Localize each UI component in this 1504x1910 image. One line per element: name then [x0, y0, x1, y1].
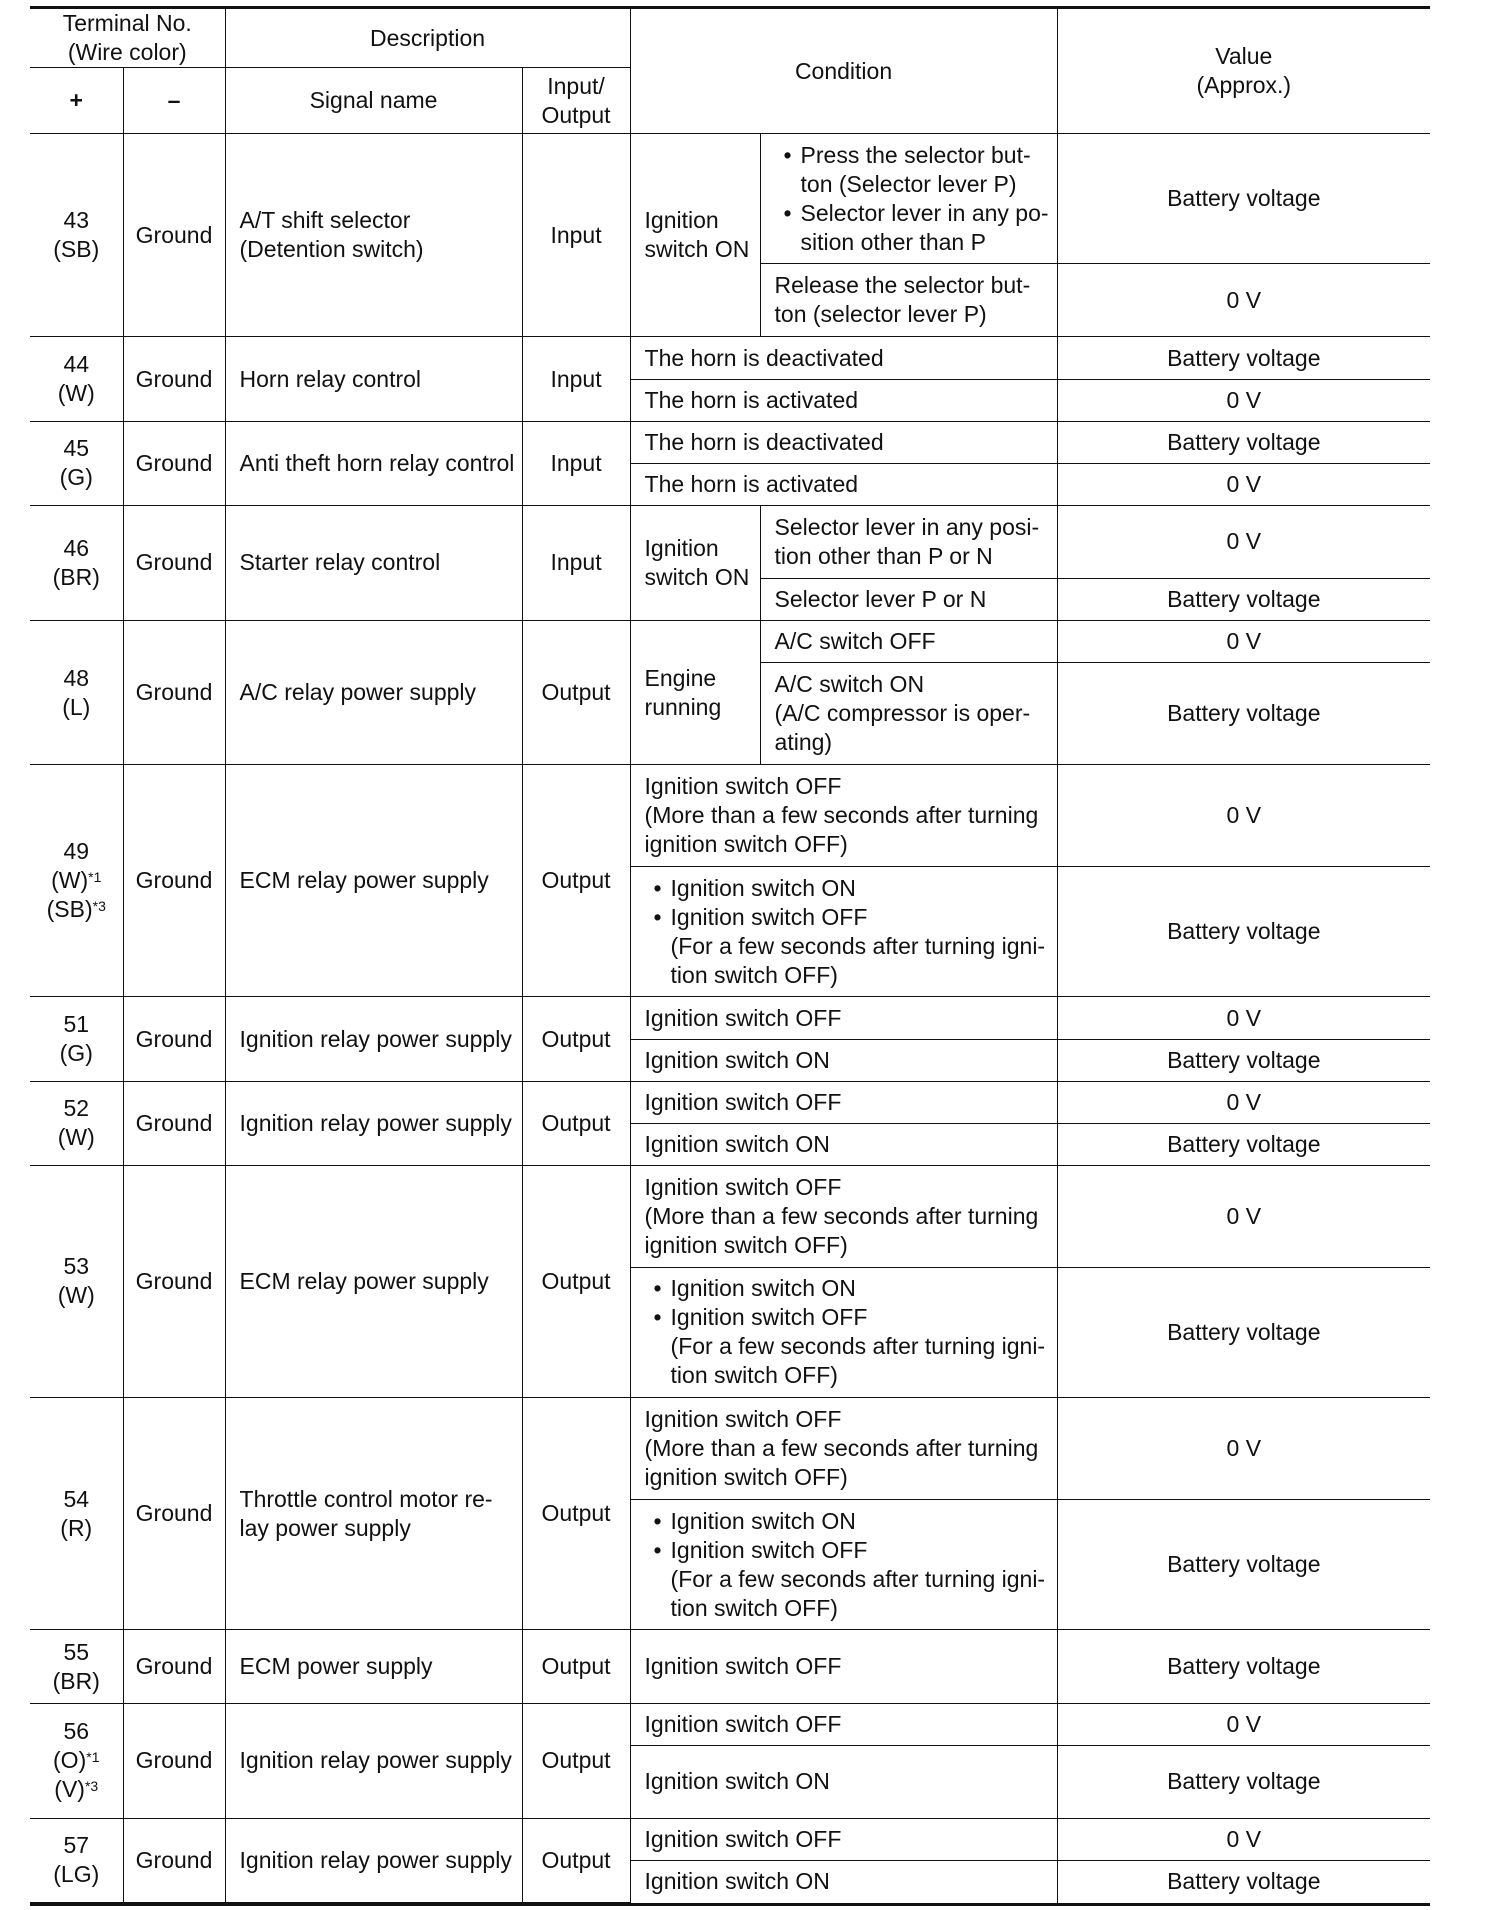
table-row — [30, 765, 1430, 867]
ground-cell: Ground — [123, 997, 225, 1081]
wire-color — [30, 1746, 123, 1775]
terminal-cell — [30, 765, 123, 997]
signal-name — [225, 1398, 522, 1630]
value-cell: Battery voltage — [1057, 1500, 1430, 1630]
ground-cell: Ground — [123, 765, 225, 997]
condition — [630, 1745, 1057, 1818]
signal-name-line: Ignition relay power supply — [239, 1109, 512, 1136]
terminal-number: 55 — [63, 1638, 90, 1665]
bullet-text: Press the selector but- — [800, 141, 1031, 168]
terminal-number: 57 — [63, 1832, 90, 1859]
bullet-item — [775, 141, 1051, 199]
table-row — [30, 1818, 1430, 1860]
value-cell: 0 V — [1057, 765, 1430, 867]
signal-name-line: Ignition relay power supply — [239, 1747, 512, 1774]
signal-name — [225, 997, 522, 1081]
signal-name — [225, 134, 522, 337]
wire-color: (W) — [57, 1282, 95, 1309]
value-cell: 0 V — [1057, 379, 1430, 421]
signal-name-line: Ignition relay power supply — [239, 1846, 512, 1873]
signal-name-line: Starter relay control — [239, 549, 441, 576]
condition-line: ignition switch OFF) — [644, 1231, 848, 1258]
footnote-mark: * — [84, 1778, 91, 1795]
table-row — [30, 1630, 1430, 1703]
terminal-cell — [30, 1703, 123, 1818]
value-cell: Battery voltage — [1057, 134, 1430, 264]
terminal-number: 43 — [63, 207, 90, 234]
ground-cell: Ground — [123, 505, 225, 620]
signal-name-line: Horn relay control — [239, 365, 422, 392]
condition-sub-line: tion switch OFF) — [670, 961, 838, 988]
value-cell: Battery voltage — [1057, 1267, 1430, 1397]
condition-line: Ignition switch OFF — [644, 1825, 842, 1852]
signal-name — [225, 337, 522, 421]
wire-color — [30, 895, 123, 924]
condition-line: tion other than P or N — [774, 542, 993, 569]
input-output: Output — [522, 997, 630, 1081]
condition-group-line: Engine — [644, 664, 717, 691]
footnote-number: 1 — [91, 1749, 100, 1766]
condition-group — [630, 505, 760, 620]
terminal-cell — [30, 505, 123, 620]
condition — [630, 1630, 1057, 1703]
wire-color: (BR) — [52, 1667, 100, 1694]
condition — [630, 997, 1057, 1039]
signal-name-line: Ignition relay power supply — [239, 1025, 512, 1052]
condition-line: The horn is activated — [644, 386, 859, 413]
signal-name — [225, 1703, 522, 1818]
condition-group-line: running — [644, 693, 722, 720]
table-row — [30, 997, 1430, 1039]
bullet-item — [645, 1507, 1051, 1536]
ground-cell: Ground — [123, 620, 225, 764]
terminal-number: 48 — [63, 664, 90, 691]
condition — [630, 1123, 1057, 1165]
input-output: Input — [522, 337, 630, 421]
condition-group-line: Ignition — [644, 207, 719, 234]
terminal-cell — [30, 1818, 123, 1902]
value-cell: Battery voltage — [1057, 421, 1430, 463]
wire-color: (SB) — [53, 236, 100, 263]
table-row — [30, 1703, 1430, 1745]
terminal-value-table — [30, 6, 1430, 1906]
value-cell: Battery voltage — [1057, 1123, 1430, 1165]
wire-color: (L) — [62, 693, 91, 720]
input-output: Output — [522, 765, 630, 997]
bullet-text: Ignition switch OFF — [670, 1304, 868, 1331]
table-row — [30, 134, 1430, 264]
signal-name-line: (Detention switch) — [239, 236, 424, 263]
wire-color-text: (W) — [51, 867, 89, 894]
value-header: Value (Approx.) — [1057, 9, 1430, 134]
condition — [630, 463, 1057, 505]
condition-line: Ignition switch OFF — [644, 1710, 842, 1737]
wire-color — [30, 866, 123, 895]
condition — [630, 1039, 1057, 1081]
footnote-ref — [93, 898, 106, 914]
value-cell: 0 V — [1057, 1165, 1430, 1267]
wire-color-text: (V) — [54, 1776, 85, 1803]
input-output: Input — [522, 421, 630, 505]
terminal-number: 51 — [63, 1011, 90, 1038]
wire-color: (W) — [57, 380, 95, 407]
bullet-text: Selector lever in any po- — [800, 199, 1049, 226]
condition-line: The horn is deactivated — [644, 344, 884, 371]
bullet-text: Ignition switch ON — [670, 1507, 856, 1534]
condition — [760, 578, 1057, 620]
condition — [630, 1818, 1057, 1860]
condition-line: ton (selector lever P) — [774, 301, 987, 328]
value-cell: 0 V — [1057, 1081, 1430, 1123]
footnote-mark: * — [86, 1749, 92, 1766]
condition — [630, 867, 1057, 997]
condition — [630, 421, 1057, 463]
value-cell: Battery voltage — [1057, 337, 1430, 379]
wire-color: (R) — [60, 1514, 93, 1541]
bullet-item — [645, 1274, 1051, 1303]
table-row — [30, 620, 1430, 662]
bullet-text: sition other than P — [800, 228, 986, 255]
condition-line: ignition switch OFF) — [644, 1464, 848, 1491]
condition-line: Ignition switch OFF — [644, 1088, 842, 1115]
condition-header: Condition — [630, 9, 1057, 134]
value-cell: Battery voltage — [1057, 1630, 1430, 1703]
bullet-text: Ignition switch OFF — [670, 903, 868, 930]
condition — [630, 1267, 1057, 1397]
table-row — [30, 505, 1430, 578]
terminal-cell — [30, 997, 123, 1081]
input-output-header: Input/ Output — [522, 68, 630, 134]
signal-name-header: Signal name — [225, 68, 522, 134]
ground-cell: Ground — [123, 421, 225, 505]
condition-line: Ignition switch OFF — [644, 1653, 842, 1679]
bullet-item — [645, 1536, 1051, 1565]
wire-color: (LG) — [53, 1861, 100, 1888]
value-cell: 0 V — [1057, 997, 1430, 1039]
wire-color-text: (O) — [53, 1747, 87, 1774]
signal-name — [225, 765, 522, 997]
condition — [630, 1703, 1057, 1745]
table-row — [30, 1165, 1430, 1267]
condition — [630, 1860, 1057, 1902]
condition-line: Release the selector but- — [774, 272, 1031, 299]
value-cell: Battery voltage — [1057, 867, 1430, 997]
value-cell: 0 V — [1057, 264, 1430, 337]
footnote-ref — [88, 869, 101, 885]
condition — [630, 379, 1057, 421]
terminal-number: 54 — [63, 1485, 90, 1512]
terminal-cell — [30, 1081, 123, 1165]
signal-name-line: ECM power supply — [239, 1653, 433, 1679]
input-output: Output — [522, 1398, 630, 1630]
terminal-number: 44 — [63, 351, 90, 378]
condition — [760, 134, 1057, 264]
bullet-text: Ignition switch ON — [670, 1275, 856, 1302]
table-row — [30, 1081, 1430, 1123]
terminal-number: 45 — [63, 435, 90, 462]
input-output: Input — [522, 134, 630, 337]
condition-sub-line: (For a few seconds after turning igni- — [670, 1565, 1046, 1592]
signal-name-line: ECM relay power supply — [239, 1267, 489, 1294]
footnote-number: 3 — [98, 898, 106, 915]
value-cell: Battery voltage — [1057, 1860, 1430, 1902]
condition — [760, 505, 1057, 578]
condition-sub-line: tion switch OFF) — [670, 1362, 838, 1389]
footnote-ref — [85, 1778, 98, 1794]
condition-sub-line: (For a few seconds after turning igni- — [670, 932, 1046, 959]
condition-line: (A/C compressor is oper- — [774, 700, 1031, 727]
bullet-item — [645, 903, 1051, 932]
signal-name — [225, 620, 522, 764]
condition — [630, 1081, 1057, 1123]
terminal-cell — [30, 337, 123, 421]
footnote-ref — [86, 1749, 99, 1765]
ground-cell: Ground — [123, 1703, 225, 1818]
value-cell: Battery voltage — [1057, 1745, 1430, 1818]
condition-line: Ignition switch OFF — [644, 773, 842, 800]
terminal-number: 46 — [63, 534, 90, 561]
ground-cell: Ground — [123, 1630, 225, 1703]
ground-cell: Ground — [123, 1818, 225, 1902]
condition-line: Ignition switch ON — [644, 1768, 830, 1795]
condition-line: A/C switch OFF — [774, 627, 936, 654]
terminal-cell — [30, 1630, 123, 1703]
ground-cell: Ground — [123, 1398, 225, 1630]
signal-name-line: ECM relay power supply — [239, 867, 489, 894]
value-cell: Battery voltage — [1057, 578, 1430, 620]
ground-cell: Ground — [123, 337, 225, 421]
input-output: Input — [522, 505, 630, 620]
input-output: Output — [522, 1630, 630, 1703]
condition-line: (More than a few seconds after turning — [644, 1435, 1039, 1462]
wire-color: (G) — [59, 464, 93, 491]
wire-color: (BR) — [52, 563, 100, 590]
terminal-number: 52 — [63, 1095, 90, 1122]
condition-group-line: Ignition — [644, 534, 719, 561]
condition — [630, 337, 1057, 379]
wire-color: (W) — [57, 1124, 95, 1151]
ground-cell: Ground — [123, 1081, 225, 1165]
value-cell: 0 V — [1057, 620, 1430, 662]
table-row — [30, 1398, 1430, 1500]
minus-header: – — [123, 68, 225, 134]
footnote-mark: * — [88, 869, 94, 886]
condition-group — [630, 620, 760, 764]
wire-color — [30, 1775, 123, 1804]
signal-name-line: lay power supply — [239, 1514, 411, 1541]
value-cell: 0 V — [1057, 1398, 1430, 1500]
condition-line: The horn is deactivated — [644, 428, 884, 455]
condition-line: ignition switch OFF) — [644, 831, 848, 858]
bullet-text: ton (Selector lever P) — [800, 170, 1017, 197]
bullet-text: Ignition switch OFF — [670, 1536, 868, 1563]
condition — [630, 1500, 1057, 1630]
bullet-item — [645, 874, 1051, 903]
condition — [760, 620, 1057, 662]
signal-name-line: Anti theft horn relay control — [239, 449, 515, 476]
terminal-number: 56 — [63, 1718, 90, 1745]
signal-name — [225, 1630, 522, 1703]
table-row — [30, 421, 1430, 463]
terminal-cell — [30, 620, 123, 764]
condition-line: (More than a few seconds after turning — [644, 1202, 1039, 1229]
bullet-item — [775, 199, 1051, 257]
terminal-number: 53 — [63, 1253, 90, 1280]
condition — [760, 264, 1057, 337]
condition — [630, 1398, 1057, 1500]
condition-group — [630, 134, 760, 337]
terminal-cell — [30, 1165, 123, 1397]
terminal-cell — [30, 1398, 123, 1630]
value-cell: 0 V — [1057, 1818, 1430, 1860]
footnote-number: 1 — [93, 869, 102, 886]
condition-line: The horn is activated — [644, 470, 859, 497]
signal-name — [225, 1818, 522, 1902]
terminal-cell — [30, 421, 123, 505]
signal-name-line: Throttle control motor re- — [239, 1485, 493, 1512]
condition-line: (More than a few seconds after turning — [644, 802, 1039, 829]
terminal-cell — [30, 134, 123, 337]
condition-line: ating) — [774, 729, 833, 756]
value-cell: Battery voltage — [1057, 1039, 1430, 1081]
plus-header: + — [30, 68, 123, 134]
condition-line: Ignition switch ON — [644, 1130, 830, 1157]
value-cell: 0 V — [1057, 463, 1430, 505]
signal-name — [225, 505, 522, 620]
condition — [760, 662, 1057, 764]
wire-color: (G) — [59, 1040, 93, 1067]
condition-line: Ignition switch ON — [644, 1868, 830, 1895]
ground-cell: Ground — [123, 134, 225, 337]
value-cell: 0 V — [1057, 505, 1430, 578]
bullet-item — [645, 1303, 1051, 1332]
input-output: Output — [522, 1081, 630, 1165]
condition-line: Ignition switch ON — [644, 1046, 830, 1073]
signal-name-line: A/T shift selector — [239, 207, 411, 234]
value-cell: Battery voltage — [1057, 662, 1430, 764]
signal-name — [225, 1165, 522, 1397]
condition-line: Selector lever in any posi- — [774, 513, 1040, 540]
input-output: Output — [522, 620, 630, 764]
terminal-number: 49 — [63, 838, 90, 865]
condition-line: A/C switch ON — [774, 671, 925, 698]
signal-name-line: A/C relay power supply — [239, 679, 477, 706]
input-output: Output — [522, 1165, 630, 1397]
terminal-no-header: Terminal No. (Wire color) — [30, 9, 225, 68]
condition-group-line: switch ON — [644, 236, 750, 263]
input-output: Output — [522, 1818, 630, 1902]
wire-color-text: (SB) — [46, 896, 93, 923]
footnote-number: 3 — [90, 1778, 99, 1795]
input-output: Output — [522, 1703, 630, 1818]
signal-name — [225, 1081, 522, 1165]
condition-sub-line: tion switch OFF) — [670, 1594, 838, 1621]
table-row — [30, 337, 1430, 379]
description-header: Description — [225, 9, 630, 68]
ground-cell: Ground — [123, 1165, 225, 1397]
condition-line: Ignition switch OFF — [644, 1406, 842, 1433]
bullet-text: Ignition switch ON — [670, 874, 856, 901]
condition — [630, 765, 1057, 867]
condition-line: Ignition switch OFF — [644, 1173, 842, 1200]
signal-name — [225, 421, 522, 505]
condition-line: Selector lever P or N — [774, 585, 987, 612]
footnote-mark: * — [92, 898, 99, 915]
condition-line: Ignition switch OFF — [644, 1004, 842, 1031]
value-cell: 0 V — [1057, 1703, 1430, 1745]
condition-group-line: switch ON — [644, 563, 750, 590]
condition — [630, 1165, 1057, 1267]
condition-sub-line: (For a few seconds after turning igni- — [670, 1333, 1046, 1360]
